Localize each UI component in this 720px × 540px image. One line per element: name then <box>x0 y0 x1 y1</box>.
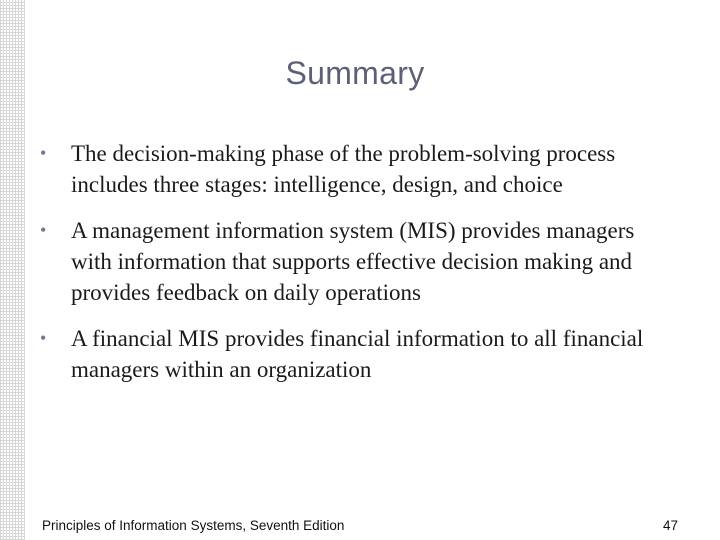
bullet-text: A management information system (MIS) provides managers with information that supports effective decision making and provides feedback on daily operations <box>71 218 635 305</box>
bullet-list <box>30 138 670 400</box>
bullet-item <box>30 215 670 308</box>
bullet-text: A financial MIS provides financial information to all financial managers within an organization <box>71 326 644 382</box>
bullet-icon: • <box>40 220 47 240</box>
footer-book-title: Principles of Information Systems, Seventh Edition <box>42 518 345 533</box>
bullet-item <box>30 323 670 385</box>
bullet-text: The decision-making phase of the problem-solving process includes three stages: intelligence, design, and choice <box>71 141 616 197</box>
bullet-item <box>30 138 670 200</box>
bullet-icon: • <box>40 328 47 348</box>
bullet-icon: • <box>40 143 47 163</box>
slide-title <box>0 55 710 92</box>
slide-title-text: Summary <box>285 55 425 91</box>
footer-page-number: 47 <box>662 518 678 533</box>
